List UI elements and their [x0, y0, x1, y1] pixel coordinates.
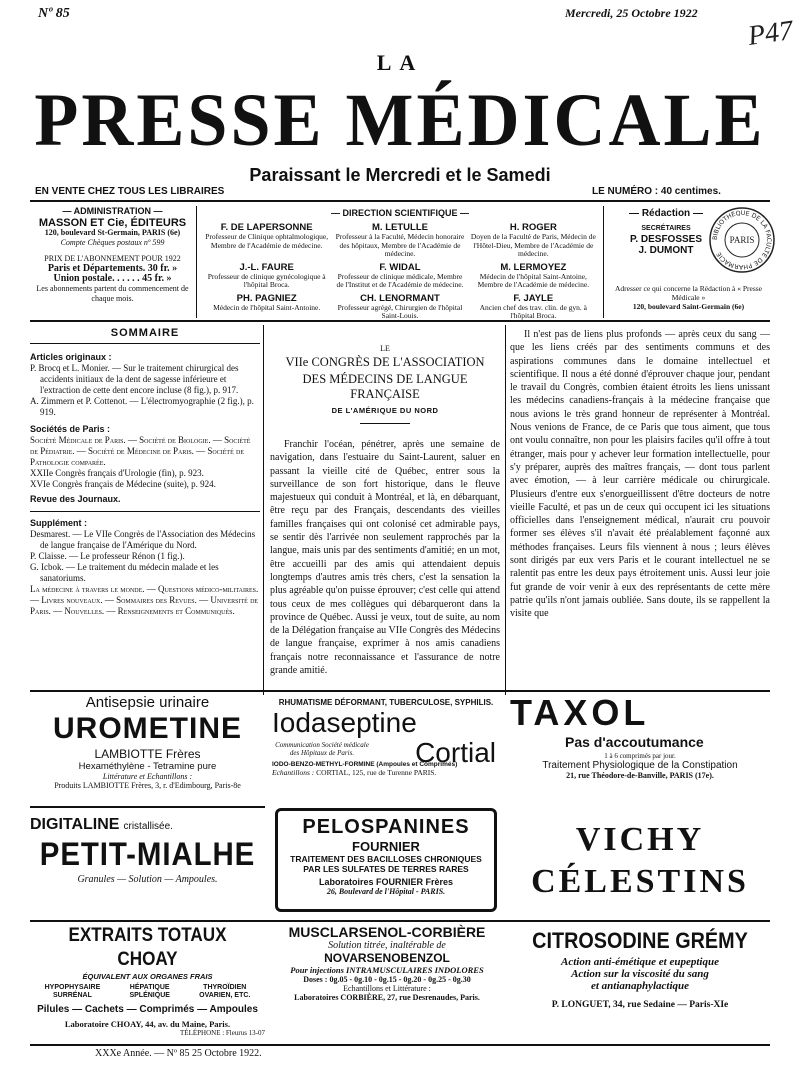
- digitaline-brand: DIGITALINE: [30, 816, 120, 833]
- member: [333, 293, 466, 321]
- supplement-item: G. Icbok. — Le traitement du médecin malade et les sanatoriums.: [30, 562, 219, 583]
- ad-iodaseptine: [272, 692, 500, 804]
- direction-members: [200, 222, 600, 321]
- iodaseptine-top: RHUMATISME DÉFORMANT, TUBERCULOSE, SYPHILIS.: [278, 698, 494, 707]
- urometine-lit: Littérature et Echantillons :: [102, 772, 193, 781]
- taxol-desc: Traitement Physiologique de la Constipation: [542, 760, 738, 771]
- sommaire-congres-2: XVIe Congrès français de Médecine (suite), p. 924.: [30, 479, 216, 489]
- citrosodine-line3: et antianaphylactique: [590, 980, 690, 992]
- sales-right: LE NUMÉRO : 40 centimes.: [592, 186, 721, 197]
- issue-number: Nº 85: [38, 6, 70, 21]
- member-desc: Professeur agrégé, Chirurgien de l'hôpital Saint-Louis.: [337, 302, 463, 320]
- member-desc: Doyen de la Faculté de Paris, Médecin de l'Hôtel-Dieu, Membre de l'Académie de médecine.: [470, 232, 596, 258]
- iodaseptine-brand: Iodaseptine: [272, 707, 417, 738]
- choay-organ: THYROÏDIEN: [203, 984, 247, 991]
- stamp-center-text: PARIS: [729, 235, 755, 245]
- citrosodine-address: P. LONGUET, 34, rue Sedaine — Paris-XIe: [551, 1000, 729, 1010]
- sommaire: [30, 328, 260, 617]
- rule-ad-2: [30, 920, 770, 922]
- admin-price-union: Union postale. . . . . . 45 fr. »: [53, 273, 172, 284]
- member-name: F. JAYLE: [513, 292, 554, 304]
- member-name: J.-L. FAURE: [239, 261, 294, 273]
- member: [467, 262, 600, 290]
- admin-price-title: PRIX DE L'ABONNEMENT POUR 1922: [44, 254, 181, 263]
- sommaire-rule-2: [30, 511, 260, 512]
- pelospanines-maker: FOURNIER: [352, 839, 420, 854]
- admin-address: 120, boulevard St-Germain, PARIS (6e): [44, 228, 181, 237]
- musclarsenol-doses: Doses : 0g.05 - 0g.10 - 0g.15 - 0g.20 - 0g.25 - 0g.30: [303, 975, 471, 984]
- choay-forms: Pilules — Cachets — Comprimés — Ampoules: [37, 1004, 258, 1015]
- articles-heading: Articles originaux :: [30, 352, 112, 362]
- rule-v1: [196, 206, 197, 318]
- taxol-address: 21, rue Théodore-de-Banville, PARIS (17e).: [566, 771, 714, 780]
- sommaire-revue: Revue des Journaux.: [30, 494, 121, 504]
- pelospanines-line2: PAR LES SULFATES DE TERRES RARES: [303, 864, 469, 874]
- choay-organ: SURRÉNAL: [52, 992, 92, 999]
- choay-organs: [30, 984, 265, 1000]
- admin-block: [30, 206, 195, 304]
- member-desc: Ancien chef des trav. clin. de gyn. à l'hôpital Broca.: [479, 302, 588, 320]
- member-name: H. ROGER: [509, 222, 557, 233]
- handwritten-note: P47: [745, 15, 795, 52]
- musclarsenol-lit: Echantillons et Littérature :: [343, 984, 431, 993]
- admin-note: Les abonnements partent du commencement de chaque mois.: [36, 284, 189, 303]
- ad-musclarsenol: [272, 924, 502, 1042]
- musclarsenol-drug: NOVARSENOBENZOL: [324, 951, 450, 965]
- admin-publisher: MASSON ET Cie, ÉDITEURS: [38, 217, 187, 229]
- supplement-item: La médecine à travers le monde. — Questions médico-militaires. — Livres nouveaux. — Sommaires des Revues. — Université de Paris. — Nouvelles. — Renseignements et Communiqués.: [30, 584, 259, 616]
- masthead-title: PRESSE MÉDICALE: [34, 78, 766, 162]
- member-name: M. LERMOYEZ: [500, 261, 567, 273]
- masthead-la: LA: [376, 50, 424, 75]
- ad-vichy: [510, 812, 770, 920]
- redaction-note-block: [606, 284, 771, 311]
- choay-tag: ÉQUIVALENT AUX ORGANES FRAIS: [82, 972, 213, 981]
- redaction-note: Adresser ce qui concerne la Rédaction à « Presse Médicale »: [614, 284, 763, 302]
- member-desc: Professeur de Clinique ophtalmologique, Membre de l'Académie de médecine.: [205, 232, 329, 250]
- member-desc: Médecin de l'hôpital Saint-Antoine.: [213, 302, 321, 312]
- footer-line: XXXe Année. — Nº 85 25 Octobre 1922.: [95, 1048, 262, 1059]
- member-name: M. LETULLE: [372, 222, 428, 233]
- member: [467, 222, 600, 259]
- pelospanines-address: 26, Boulevard de l'Hôpital - PARIS.: [326, 887, 446, 896]
- choay-organ: HÉPATIQUE: [129, 984, 170, 991]
- ad-pelospanines: [275, 808, 497, 912]
- choay-address: Laboratoire CHOAY, 44, av. du Maine, Paris.: [64, 1019, 231, 1029]
- member-name: CH. LENORMANT: [360, 292, 440, 304]
- iodaseptine-comm: Communication Société médicale des Hôpitaux de Paris.: [275, 741, 369, 757]
- member: [200, 262, 333, 290]
- ad-digitaline: [30, 810, 265, 920]
- citrosodine-line1: Action anti-émétique et eupeptique: [561, 956, 719, 968]
- pelospanines-lab: Laboratoires FOURNIER Frères: [318, 877, 454, 887]
- rule-v4: [505, 325, 506, 695]
- vichy-line2: CÉLESTINS: [531, 863, 749, 900]
- ad-taxol: [510, 692, 770, 804]
- secretaire-2: J. DUMONT: [638, 245, 694, 256]
- member: [333, 222, 466, 259]
- admin-price-paris: Paris et Départements. 30 fr. »: [47, 263, 178, 274]
- sales-left: EN VENTE CHEZ TOUS LES LIBRAIRES: [35, 186, 225, 197]
- musclarsenol-brand: MUSCLARSENOL-CORBIÈRE: [288, 924, 486, 940]
- masthead-subtitle: Paraissant le Mercredi et le Samedi: [249, 165, 551, 185]
- article-body-right: Il n'est pas de liens plus profonds — après ceux du sang — que les liens créés par des sentiments communs et des aspirations communes dans le domaine intellectuel et scientifique. Il nous a été donné d'éprouver chaque jour, pendant le travail du Congrès, combien étaient étroits les liens unissant les médecins canadiens-français à la médecine française que nous avions le très grand honneur de représenter à Montréal. Nous venions de France, de ce Paris que tous aiment, que tous ont voulu connaître, non pour les plaisirs faciles qu'il offre à tout étranger, mais pour y achever leur formation intellectuelle, pour s'y préparer, auprès des maîtres français, — dont tous parlent avec émotion, — à leur carrière médicale ou chirurgicale. Plusieurs d'entre eux s'enorgueillissent d'être docteurs de notre vieille Faculté, et pas un de ceux qui occupent ici les situations officielles dans l'enseignement médical, n'aurait cru pouvoir former ses élèves s'il n'avait été préalablement façonné aux méthodes françaises. Leurs fils viennent à nous ; leurs élèves sont dirigés par eux vers Paris et le courant intellectuel ne se ralentit pas entre les deux pays étroitement unis. Aussi leur joie fut grande de voir venir à eux des représentants de cette mère patrie qu'ils n'ont jamais oubliée. Sans doute, ils se rappellent la visite que: [510, 329, 770, 620]
- citrosodine-line2: Action sur la viscosité du sang: [571, 968, 709, 980]
- vichy-line1: VICHY: [575, 821, 705, 858]
- citrosodine-brand: CITROSODINE GRÉMY: [532, 928, 748, 953]
- admin-cheques: Compte Chèques postaux nº 599: [60, 238, 165, 247]
- iodaseptine-brand2: Cortial: [415, 737, 496, 768]
- urometine-tag: Antisepsie urinaire: [85, 694, 210, 711]
- pelospanines-brand: PELOSPANINES: [302, 816, 470, 838]
- rule-under-header: [30, 320, 770, 322]
- ad-citrosodine: [510, 928, 770, 1038]
- urometine-desc: Hexaméthylène - Tetramine pure: [78, 761, 217, 772]
- societes-heading: Sociétés de Paris :: [30, 424, 111, 434]
- sommaire-societes: Société Médicale de Paris. — Société de Biologie. — Société de Pédiatrie. — Société de Médecine de Paris. — Société de Pathologie comparée.: [30, 435, 251, 467]
- urometine-maker: LAMBIOTTE Frères: [94, 747, 201, 761]
- choay-organ: SPLÉNIQUE: [129, 992, 170, 999]
- article-main: [270, 344, 500, 677]
- admin-heading: — ADMINISTRATION —: [62, 206, 163, 216]
- supplement-item: Desmarest. — Le VIIe Congrès de l'Association des Médecins de langue française de l'Amérique du Nord.: [30, 529, 256, 550]
- iodaseptine-address: CORTIAL, 125, rue de Turenne PARIS.: [316, 768, 437, 777]
- redaction-address: 120, boulevard Saint-Germain (6e): [632, 302, 745, 311]
- member-desc: Médecin de l'hôpital Saint-Antoine, Membre de l'Académie de médecine.: [477, 271, 590, 289]
- member: [200, 222, 333, 259]
- digitaline-forms: Granules — Solution — Ampoules.: [77, 874, 218, 885]
- digitaline-brand2: PETIT-MIALHE: [39, 836, 256, 872]
- member: [333, 262, 466, 290]
- member-desc: Professeur de clinique gynécologique à l'hôpital Broca.: [207, 271, 326, 289]
- article-continued: [510, 328, 770, 621]
- sommaire-congres-1: XXIIe Congrès français d'Urologie (fin), p. 923.: [30, 468, 204, 478]
- taxol-dose: 1 à 6 comprimés par jour.: [604, 752, 676, 760]
- musclarsenol-use: Pour injections INTRAMUSCULAIRES INDOLORES: [290, 965, 484, 975]
- article-kicker: LE: [380, 344, 390, 353]
- member-name: F. WIDAL: [379, 261, 421, 273]
- member-name: F. DE LAPERSONNE: [220, 222, 313, 233]
- redaction-heading: — Rédaction —: [629, 208, 703, 219]
- iodaseptine-lit: Echantillons :: [272, 768, 315, 777]
- member-desc: Professeur de clinique médicale, Membre de l'Institut et de l'Académie de médecine.: [336, 271, 464, 289]
- stamp-ring-text: BIBLIOTHÈQUE DE LA FACULTÉ DE PHARMACIE: [711, 209, 773, 271]
- choay-organ: HYPOPHYSAIRE: [44, 984, 101, 991]
- direction-heading: — DIRECTION SCIENTIFIQUE —: [330, 208, 469, 218]
- secretaire-1: P. DESFOSSES: [629, 234, 703, 245]
- secretaires-label: SECRÉTAIRES: [641, 225, 691, 232]
- member: [467, 293, 600, 321]
- choay-phone: TÉLÉPHONE : Fleurus 13-07: [180, 1029, 265, 1037]
- urometine-brand: UROMETINE: [53, 712, 242, 745]
- ad-urometine: [30, 692, 265, 804]
- issue-date: Mercredi, 25 Octobre 1922: [565, 6, 698, 20]
- sommaire-article: P. Brocq et L. Monier. — Sur le traitement chirurgical des accidents initiaux de la dent de sagesse inférieure et l'extraction de cette dent encore incluse (8 fig.), p. 917.: [30, 363, 239, 395]
- digitaline-tag: cristallisée.: [123, 821, 173, 832]
- article-subtitle: DE L'AMÉRIQUE DU NORD: [331, 406, 439, 415]
- rule-v3: [263, 325, 264, 695]
- member: [200, 293, 333, 321]
- urometine-address: Produits LAMBIOTTE Frères, 3, r. d'Edimbourg, Paris-8e: [54, 781, 241, 790]
- rule-v2: [603, 206, 604, 318]
- ad-choay: [30, 924, 265, 1044]
- member-name: PH. PAGNIEZ: [236, 292, 297, 304]
- musclarsenol-desc: Solution titrée, inaltérable de: [328, 940, 446, 951]
- sommaire-article: A. Zimmern et P. Cottenot. — L'électromyographie (2 fig.), p. 919.: [30, 396, 254, 417]
- rule-top: [30, 200, 770, 202]
- article-title-2: DES MÉDECINS DE LANGUE FRANÇAISE: [302, 372, 468, 401]
- sommaire-rule: [30, 343, 260, 344]
- article-title-rule: [360, 423, 410, 424]
- rule-ad-1: [30, 806, 265, 808]
- choay-brand: EXTRAITS TOTAUX CHOAY: [68, 925, 227, 970]
- musclarsenol-address: Laboratoires CORBIÈRE, 27, rue Desrenaudes, Paris.: [294, 993, 480, 1002]
- member-desc: Professeur à la Faculté, Médecin honoraire des hôpitaux, Membre de l'Académie de médecine.: [335, 232, 465, 258]
- sommaire-title: SOMMAIRE: [110, 327, 180, 339]
- supplement-item: P. Claisse. — Le professeur Rénon (1 fig.).: [30, 551, 185, 561]
- taxol-tag: Pas d'accoutumance: [565, 734, 704, 750]
- iodaseptine-formula: IODO-BENZO-METHYL-FORMINE (Ampoules et Comprimés): [272, 761, 458, 768]
- article-title-1: VIIe CONGRÈS DE L'ASSOCIATION: [285, 355, 485, 369]
- library-stamp: [708, 206, 776, 274]
- choay-organ: OVARIEN, ETC.: [199, 992, 251, 999]
- pelospanines-line1: TRAITEMENT DES BACILLOSES CHRONIQUES: [290, 854, 482, 864]
- article-body: Franchir l'océan, pénétrer, après une semaine de navigation, dans l'estuaire du Saint-Laurent, saluer en passant la vieille cité de Québec, entrer sous la surveillance de son fort historique, dans le fleuve majestueux qui conduit à Montréal, et là, en débarquant, être reçu par des Français, descendants des vieilles familles françaises qui ont colonisé cet admirable pays, se sentir dès l'arrivée non seulement rapprochés par la langue, mais unis par des sentiments d'amitié; en un mot, être accueilli par des amis qui attendaient depuis longtemps d'autres amis très chers, c'est la sensation la plus agréable qu'on puisse éprouver; c'est celle qui attend tous ceux de mes collègues qui débarqueront dans la province de Québec. Aussi je veux, tout de suite, au nom de la Délégation française au VIIe Congrès des Médecins de langue française, exprimer à nos amis canadiens français notre reconnaissance et l'assurance de notre grande amitié.: [270, 439, 500, 677]
- supplement-heading: Supplément :: [30, 518, 88, 528]
- rule-bottom: [30, 1044, 770, 1046]
- taxol-brand: TAXOL: [510, 692, 650, 733]
